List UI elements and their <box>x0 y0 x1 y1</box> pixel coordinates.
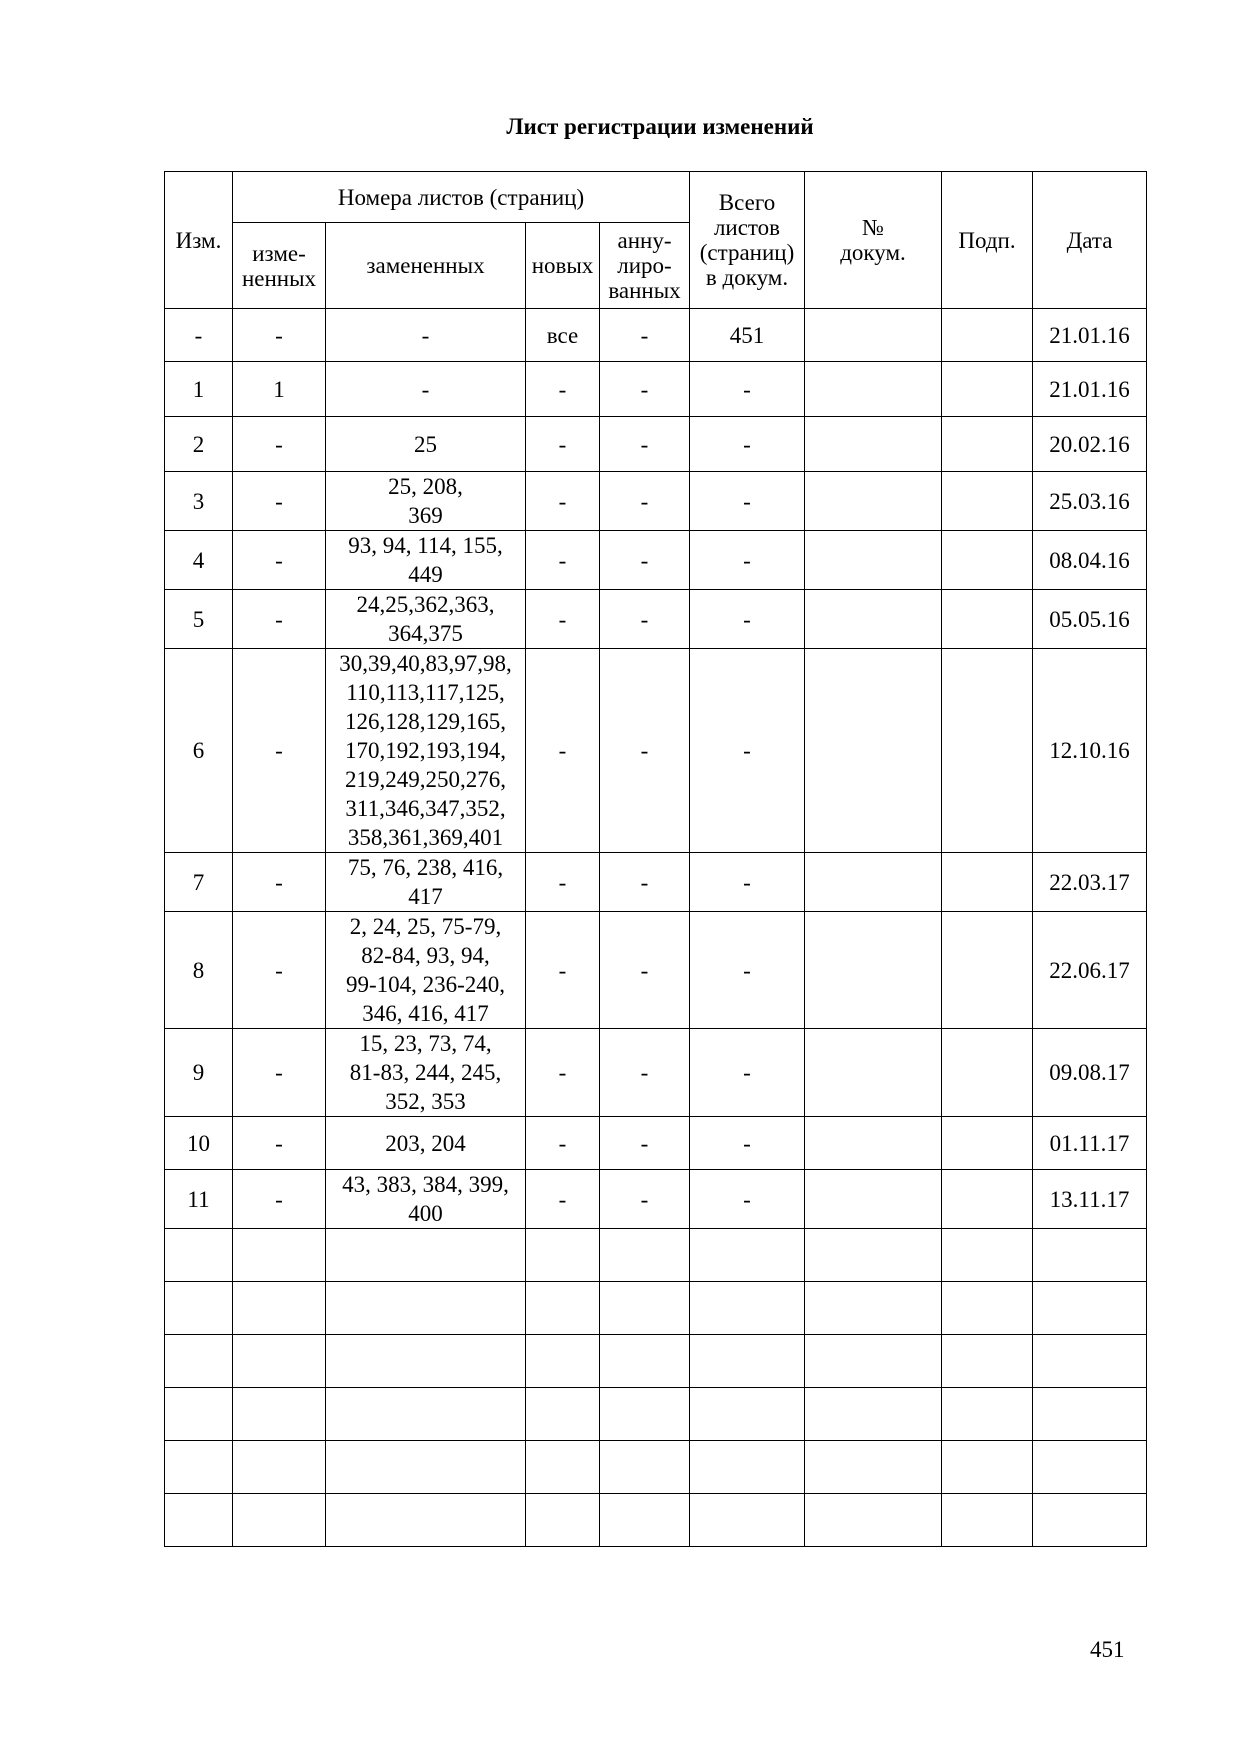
header-total-line: листов <box>713 215 781 240</box>
cell-sign <box>942 417 1033 472</box>
cell-changed: - <box>233 1117 326 1170</box>
cell-new: все <box>526 309 600 362</box>
cell-total: - <box>690 912 805 1029</box>
table-row <box>165 649 1147 853</box>
cell-total: - <box>690 1170 805 1229</box>
empty-cell <box>233 1229 326 1282</box>
replaced-line: 352, 353 <box>385 1089 466 1114</box>
header-docnum-line: докум. <box>840 240 906 265</box>
cell-changed: - <box>233 590 326 649</box>
table-row <box>165 472 1147 531</box>
replaced-line: 25, 208, <box>388 474 463 499</box>
cell-sign <box>942 912 1033 1029</box>
cell-replaced <box>326 1117 526 1170</box>
cell-date: 01.11.17 <box>1033 1117 1147 1170</box>
replaced-line: 417 <box>408 884 443 909</box>
header-total-sheets <box>690 172 805 309</box>
cell-date: 21.01.16 <box>1033 309 1147 362</box>
cell-replaced <box>326 853 526 912</box>
empty-cell <box>165 1335 233 1388</box>
cell-izm: 7 <box>165 853 233 912</box>
table-row <box>165 853 1147 912</box>
cell-replaced <box>326 1170 526 1229</box>
cell-annulled: - <box>600 417 690 472</box>
cell-replaced <box>326 912 526 1029</box>
cell-annulled: - <box>600 1170 690 1229</box>
cell-date: 05.05.16 <box>1033 590 1147 649</box>
cell-izm: 8 <box>165 912 233 1029</box>
cell-sign <box>942 649 1033 853</box>
replaced-line: 170,192,193,194, <box>345 738 506 763</box>
cell-changed: - <box>233 912 326 1029</box>
replaced-line: 43, 383, 384, 399, <box>342 1172 509 1197</box>
empty-table-row <box>165 1388 1147 1441</box>
replaced-line: 311,346,347,352, <box>345 796 506 821</box>
cell-changed: - <box>233 472 326 531</box>
empty-cell <box>165 1229 233 1282</box>
cell-date: 22.06.17 <box>1033 912 1147 1029</box>
empty-cell <box>690 1494 805 1547</box>
table-row <box>165 1170 1147 1229</box>
cell-doc <box>805 649 942 853</box>
cell-izm: 10 <box>165 1117 233 1170</box>
cell-doc <box>805 531 942 590</box>
table-body <box>165 309 1147 1547</box>
cell-sign <box>942 1117 1033 1170</box>
empty-cell <box>600 1441 690 1494</box>
cell-replaced <box>326 309 526 362</box>
empty-table-row <box>165 1441 1147 1494</box>
table-row <box>165 1117 1147 1170</box>
cell-sign <box>942 531 1033 590</box>
empty-table-row <box>165 1335 1147 1388</box>
cell-new: - <box>526 853 600 912</box>
empty-cell <box>1033 1494 1147 1547</box>
cell-izm: 4 <box>165 531 233 590</box>
cell-sign <box>942 1170 1033 1229</box>
table-row <box>165 362 1147 417</box>
empty-cell <box>526 1282 600 1335</box>
empty-cell <box>526 1388 600 1441</box>
replaced-line: 219,249,250,276, <box>345 767 506 792</box>
header-total-line: (страниц) <box>699 240 795 265</box>
empty-cell <box>526 1494 600 1547</box>
empty-cell <box>805 1494 942 1547</box>
replaced-line: 126,128,129,165, <box>345 709 506 734</box>
cell-total: - <box>690 1117 805 1170</box>
replaced-line: 364,375 <box>388 621 463 646</box>
replaced-line: 24,25,362,363, <box>356 592 495 617</box>
cell-annulled: - <box>600 912 690 1029</box>
cell-replaced <box>326 472 526 531</box>
empty-cell <box>233 1282 326 1335</box>
header-doc-number <box>805 172 942 309</box>
empty-cell <box>600 1335 690 1388</box>
change-registration-table <box>164 171 1147 1547</box>
replaced-line: 2, 24, 25, 75-79, <box>349 914 502 939</box>
cell-date: 09.08.17 <box>1033 1029 1147 1117</box>
replaced-line: 110,113,117,125, <box>346 680 505 705</box>
empty-cell <box>942 1441 1033 1494</box>
empty-cell <box>942 1229 1033 1282</box>
replaced-line: 93, 94, 114, 155, <box>348 533 503 558</box>
cell-sign <box>942 1029 1033 1117</box>
cell-sign <box>942 362 1033 417</box>
table-row <box>165 590 1147 649</box>
cell-doc <box>805 309 942 362</box>
cell-replaced <box>326 362 526 417</box>
empty-cell <box>942 1494 1033 1547</box>
cell-new: - <box>526 362 600 417</box>
table-row <box>165 417 1147 472</box>
empty-cell <box>326 1335 526 1388</box>
empty-cell <box>690 1282 805 1335</box>
empty-cell <box>942 1335 1033 1388</box>
cell-total: - <box>690 853 805 912</box>
empty-cell <box>600 1229 690 1282</box>
cell-doc <box>805 1117 942 1170</box>
header-docnum-line: № <box>862 215 884 240</box>
empty-cell <box>326 1282 526 1335</box>
cell-doc <box>805 1029 942 1117</box>
header-changed-line: ненных <box>241 265 317 291</box>
table-header <box>165 172 1147 309</box>
table-row <box>165 531 1147 590</box>
header-signature: Подп. <box>942 172 1033 309</box>
cell-total: - <box>690 649 805 853</box>
cell-doc <box>805 362 942 417</box>
empty-cell <box>690 1335 805 1388</box>
cell-date: 12.10.16 <box>1033 649 1147 853</box>
empty-cell <box>1033 1441 1147 1494</box>
empty-cell <box>233 1494 326 1547</box>
cell-changed: - <box>233 853 326 912</box>
cell-new: - <box>526 472 600 531</box>
header-total-line: в докум. <box>705 265 789 290</box>
cell-izm: 1 <box>165 362 233 417</box>
replaced-line: 99-104, 236-240, <box>345 972 506 997</box>
cell-sign <box>942 590 1033 649</box>
replaced-line: 25 <box>414 431 437 457</box>
empty-cell <box>1033 1388 1147 1441</box>
cell-sign <box>942 853 1033 912</box>
empty-cell <box>942 1282 1033 1335</box>
empty-cell <box>233 1335 326 1388</box>
cell-new: - <box>526 649 600 853</box>
cell-date: 21.01.16 <box>1033 362 1147 417</box>
cell-new: - <box>526 912 600 1029</box>
cell-changed: - <box>233 649 326 853</box>
replaced-line: 369 <box>408 503 443 528</box>
cell-doc <box>805 912 942 1029</box>
empty-cell <box>165 1388 233 1441</box>
replaced-line: 81-83, 244, 245, <box>349 1060 502 1085</box>
empty-cell <box>233 1441 326 1494</box>
cell-total: - <box>690 1029 805 1117</box>
cell-date: 13.11.17 <box>1033 1170 1147 1229</box>
replaced-line: 82-84, 93, 94, <box>361 943 490 968</box>
replaced-line: 449 <box>408 562 443 587</box>
cell-date: 08.04.16 <box>1033 531 1147 590</box>
replaced-line: 15, 23, 73, 74, <box>359 1031 492 1056</box>
cell-annulled: - <box>600 649 690 853</box>
header-total-line: Всего <box>718 190 776 215</box>
header-changed-line: изме- <box>252 240 306 266</box>
cell-new: - <box>526 417 600 472</box>
cell-changed: 1 <box>233 362 326 417</box>
cell-izm: 6 <box>165 649 233 853</box>
cell-new: - <box>526 531 600 590</box>
table-row <box>165 309 1147 362</box>
cell-new: - <box>526 590 600 649</box>
empty-cell <box>526 1441 600 1494</box>
empty-cell <box>690 1388 805 1441</box>
cell-annulled: - <box>600 531 690 590</box>
header-izm: Изм. <box>165 172 233 309</box>
empty-cell <box>165 1494 233 1547</box>
cell-annulled: - <box>600 362 690 417</box>
cell-izm: 2 <box>165 417 233 472</box>
header-annulled-line: лиро- <box>617 253 672 278</box>
header-annulled-line: анну- <box>617 228 672 253</box>
empty-cell <box>1033 1229 1147 1282</box>
cell-changed: - <box>233 309 326 362</box>
cell-doc <box>805 472 942 531</box>
empty-cell <box>600 1494 690 1547</box>
cell-izm: 3 <box>165 472 233 531</box>
empty-cell <box>805 1282 942 1335</box>
header-annulled <box>600 223 690 309</box>
header-replaced: замененных <box>326 223 526 309</box>
replaced-line: 75, 76, 238, 416, <box>347 855 504 880</box>
cell-total: - <box>690 472 805 531</box>
empty-table-row <box>165 1494 1147 1547</box>
empty-cell <box>1033 1282 1147 1335</box>
cell-new: - <box>526 1170 600 1229</box>
cell-replaced <box>326 1029 526 1117</box>
cell-izm: - <box>165 309 233 362</box>
replaced-line: 30,39,40,83,97,98, <box>339 651 512 676</box>
cell-doc <box>805 1170 942 1229</box>
cell-replaced <box>326 649 526 853</box>
cell-replaced <box>326 531 526 590</box>
replaced-line: 400 <box>408 1201 443 1226</box>
table-row <box>165 1029 1147 1117</box>
cell-doc <box>805 590 942 649</box>
header-date: Дата <box>1033 172 1147 309</box>
header-sheet-numbers: Номера листов (страниц) <box>233 172 690 223</box>
empty-cell <box>165 1282 233 1335</box>
cell-changed: - <box>233 417 326 472</box>
header-annulled-line: ванных <box>608 278 681 303</box>
cell-date: 22.03.17 <box>1033 853 1147 912</box>
replaced-line: 358,361,369,401 <box>347 825 504 850</box>
replaced-line: - <box>421 376 430 402</box>
table-row <box>165 912 1147 1029</box>
empty-cell <box>805 1229 942 1282</box>
cell-total: - <box>690 590 805 649</box>
cell-doc <box>805 853 942 912</box>
cell-date: 20.02.16 <box>1033 417 1147 472</box>
cell-changed: - <box>233 1029 326 1117</box>
empty-table-row <box>165 1282 1147 1335</box>
cell-changed: - <box>233 1170 326 1229</box>
empty-cell <box>1033 1335 1147 1388</box>
cell-doc <box>805 417 942 472</box>
page-title: Лист регистрации изменений <box>506 114 814 139</box>
replaced-line: 346, 416, 417 <box>362 1001 489 1026</box>
empty-cell <box>326 1388 526 1441</box>
empty-cell <box>690 1229 805 1282</box>
cell-date: 25.03.16 <box>1033 472 1147 531</box>
cell-sign <box>942 472 1033 531</box>
cell-total: 451 <box>690 309 805 362</box>
cell-sign <box>942 309 1033 362</box>
cell-total: - <box>690 531 805 590</box>
header-new: новых <box>526 223 600 309</box>
cell-annulled: - <box>600 853 690 912</box>
empty-cell <box>600 1388 690 1441</box>
empty-cell <box>600 1282 690 1335</box>
empty-cell <box>526 1335 600 1388</box>
replaced-line: 203, 204 <box>385 1130 466 1156</box>
cell-changed: - <box>233 531 326 590</box>
cell-annulled: - <box>600 472 690 531</box>
empty-cell <box>805 1388 942 1441</box>
cell-izm: 9 <box>165 1029 233 1117</box>
empty-cell <box>805 1441 942 1494</box>
empty-cell <box>233 1388 326 1441</box>
cell-izm: 5 <box>165 590 233 649</box>
empty-cell <box>942 1388 1033 1441</box>
empty-cell <box>165 1441 233 1494</box>
empty-cell <box>326 1441 526 1494</box>
cell-annulled: - <box>600 1117 690 1170</box>
empty-cell <box>526 1229 600 1282</box>
header-changed <box>233 223 326 309</box>
empty-cell <box>326 1494 526 1547</box>
cell-annulled: - <box>600 309 690 362</box>
cell-total: - <box>690 417 805 472</box>
cell-new: - <box>526 1117 600 1170</box>
cell-annulled: - <box>600 590 690 649</box>
empty-cell <box>690 1441 805 1494</box>
cell-replaced <box>326 417 526 472</box>
empty-cell <box>805 1335 942 1388</box>
replaced-line: - <box>421 322 430 348</box>
cell-annulled: - <box>600 1029 690 1117</box>
page-number: 451 <box>1090 1637 1125 1662</box>
cell-total: - <box>690 362 805 417</box>
cell-izm: 11 <box>165 1170 233 1229</box>
empty-cell <box>326 1229 526 1282</box>
cell-replaced <box>326 590 526 649</box>
cell-new: - <box>526 1029 600 1117</box>
empty-table-row <box>165 1229 1147 1282</box>
